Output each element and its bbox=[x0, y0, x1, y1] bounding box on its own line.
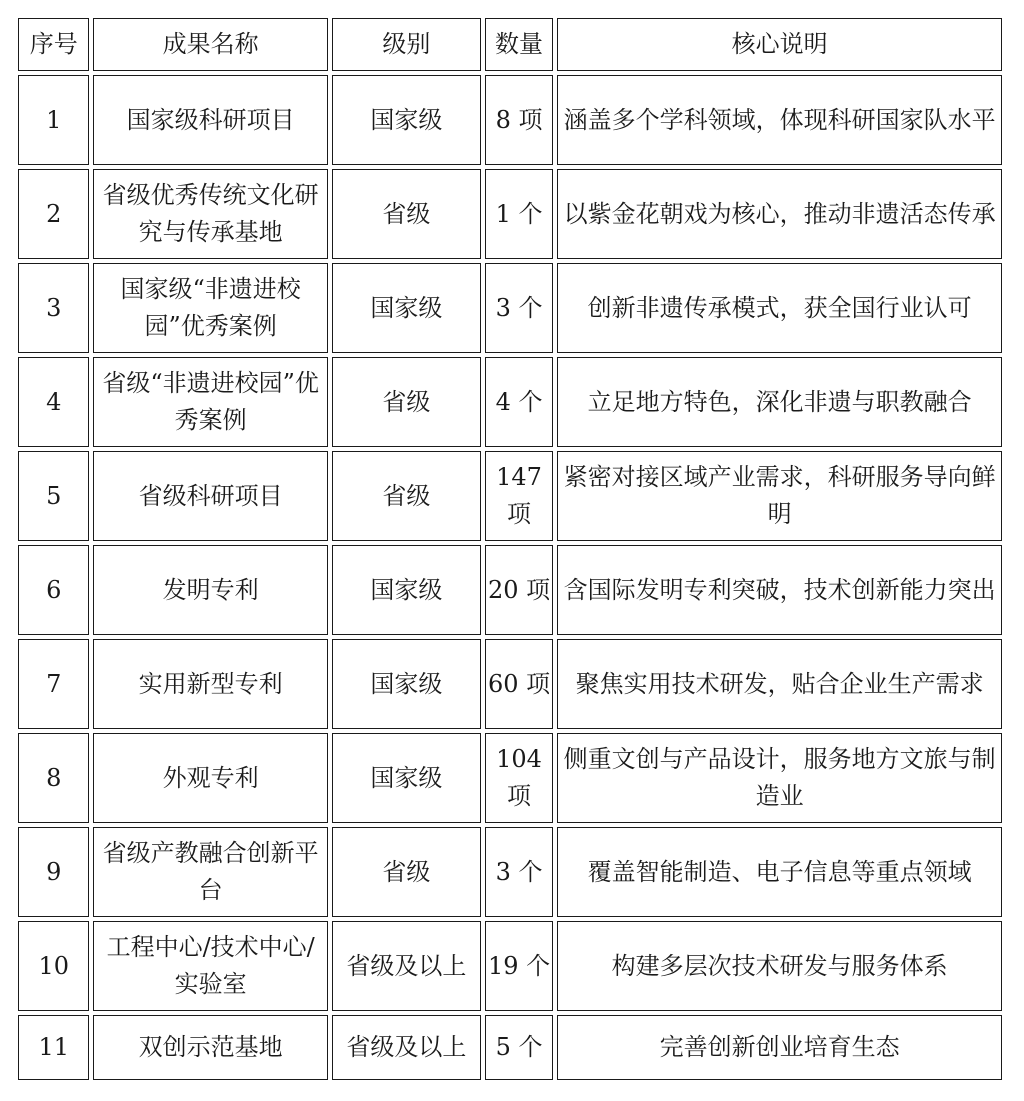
cell-desc: 侧重文创与产品设计，服务地方文旅与制造业 bbox=[557, 733, 1002, 823]
table-row bbox=[18, 545, 1002, 635]
cell-name: 省级科研项目 bbox=[93, 451, 327, 541]
cell-count: 4 个 bbox=[485, 357, 553, 447]
table-row bbox=[18, 1015, 1002, 1080]
header-count: 数量 bbox=[485, 18, 553, 71]
cell-level: 国家级 bbox=[332, 75, 481, 165]
cell-count: 147 项 bbox=[485, 451, 553, 541]
cell-name: 省级“非遗进校园”优秀案例 bbox=[93, 357, 327, 447]
cell-count: 3 个 bbox=[485, 827, 553, 917]
cell-level: 省级 bbox=[332, 169, 481, 259]
cell-count: 60 项 bbox=[485, 639, 553, 729]
cell-desc: 立足地方特色，深化非遗与职教融合 bbox=[557, 357, 1002, 447]
cell-level: 省级及以上 bbox=[332, 1015, 481, 1080]
table-row bbox=[18, 357, 1002, 447]
cell-desc: 完善创新创业培育生态 bbox=[557, 1015, 1002, 1080]
cell-desc: 覆盖智能制造、电子信息等重点领域 bbox=[557, 827, 1002, 917]
cell-no: 2 bbox=[18, 169, 89, 259]
cell-name: 省级产教融合创新平台 bbox=[93, 827, 327, 917]
cell-desc: 以紫金花朝戏为核心，推动非遗活态传承 bbox=[557, 169, 1002, 259]
cell-no: 11 bbox=[18, 1015, 89, 1080]
table-row bbox=[18, 263, 1002, 353]
cell-name: 双创示范基地 bbox=[93, 1015, 327, 1080]
cell-name: 工程中心/技术中心/实验室 bbox=[93, 921, 327, 1011]
table-row bbox=[18, 733, 1002, 823]
cell-count: 8 项 bbox=[485, 75, 553, 165]
cell-no: 1 bbox=[18, 75, 89, 165]
cell-name: 外观专利 bbox=[93, 733, 327, 823]
cell-level: 国家级 bbox=[332, 733, 481, 823]
cell-desc: 涵盖多个学科领域，体现科研国家队水平 bbox=[557, 75, 1002, 165]
header-no: 序号 bbox=[18, 18, 89, 71]
cell-count: 104 项 bbox=[485, 733, 553, 823]
cell-desc: 创新非遗传承模式，获全国行业认可 bbox=[557, 263, 1002, 353]
table-row bbox=[18, 169, 1002, 259]
header-name: 成果名称 bbox=[93, 18, 327, 71]
cell-name: 省级优秀传统文化研究与传承基地 bbox=[93, 169, 327, 259]
cell-no: 6 bbox=[18, 545, 89, 635]
cell-no: 10 bbox=[18, 921, 89, 1011]
cell-name: 国家级“非遗进校园”优秀案例 bbox=[93, 263, 327, 353]
header-level: 级别 bbox=[332, 18, 481, 71]
cell-desc: 紧密对接区域产业需求，科研服务导向鲜明 bbox=[557, 451, 1002, 541]
cell-count: 20 项 bbox=[485, 545, 553, 635]
cell-level: 省级 bbox=[332, 451, 481, 541]
cell-no: 7 bbox=[18, 639, 89, 729]
cell-count: 19 个 bbox=[485, 921, 553, 1011]
cell-no: 8 bbox=[18, 733, 89, 823]
cell-count: 3 个 bbox=[485, 263, 553, 353]
cell-name: 发明专利 bbox=[93, 545, 327, 635]
cell-count: 5 个 bbox=[485, 1015, 553, 1080]
table-row bbox=[18, 827, 1002, 917]
cell-desc: 构建多层次技术研发与服务体系 bbox=[557, 921, 1002, 1011]
cell-level: 省级 bbox=[332, 827, 481, 917]
header-desc: 核心说明 bbox=[557, 18, 1002, 71]
cell-level: 国家级 bbox=[332, 545, 481, 635]
cell-level: 省级 bbox=[332, 357, 481, 447]
cell-count: 1 个 bbox=[485, 169, 553, 259]
cell-no: 5 bbox=[18, 451, 89, 541]
cell-no: 9 bbox=[18, 827, 89, 917]
table-header-row bbox=[18, 18, 1002, 71]
table-row bbox=[18, 75, 1002, 165]
cell-level: 国家级 bbox=[332, 639, 481, 729]
cell-no: 3 bbox=[18, 263, 89, 353]
cell-level: 国家级 bbox=[332, 263, 481, 353]
achievements-table bbox=[14, 14, 1006, 1084]
table-row bbox=[18, 639, 1002, 729]
cell-name: 实用新型专利 bbox=[93, 639, 327, 729]
cell-desc: 含国际发明专利突破，技术创新能力突出 bbox=[557, 545, 1002, 635]
table-row bbox=[18, 921, 1002, 1011]
cell-no: 4 bbox=[18, 357, 89, 447]
cell-name: 国家级科研项目 bbox=[93, 75, 327, 165]
cell-level: 省级及以上 bbox=[332, 921, 481, 1011]
table-row bbox=[18, 451, 1002, 541]
cell-desc: 聚焦实用技术研发，贴合企业生产需求 bbox=[557, 639, 1002, 729]
